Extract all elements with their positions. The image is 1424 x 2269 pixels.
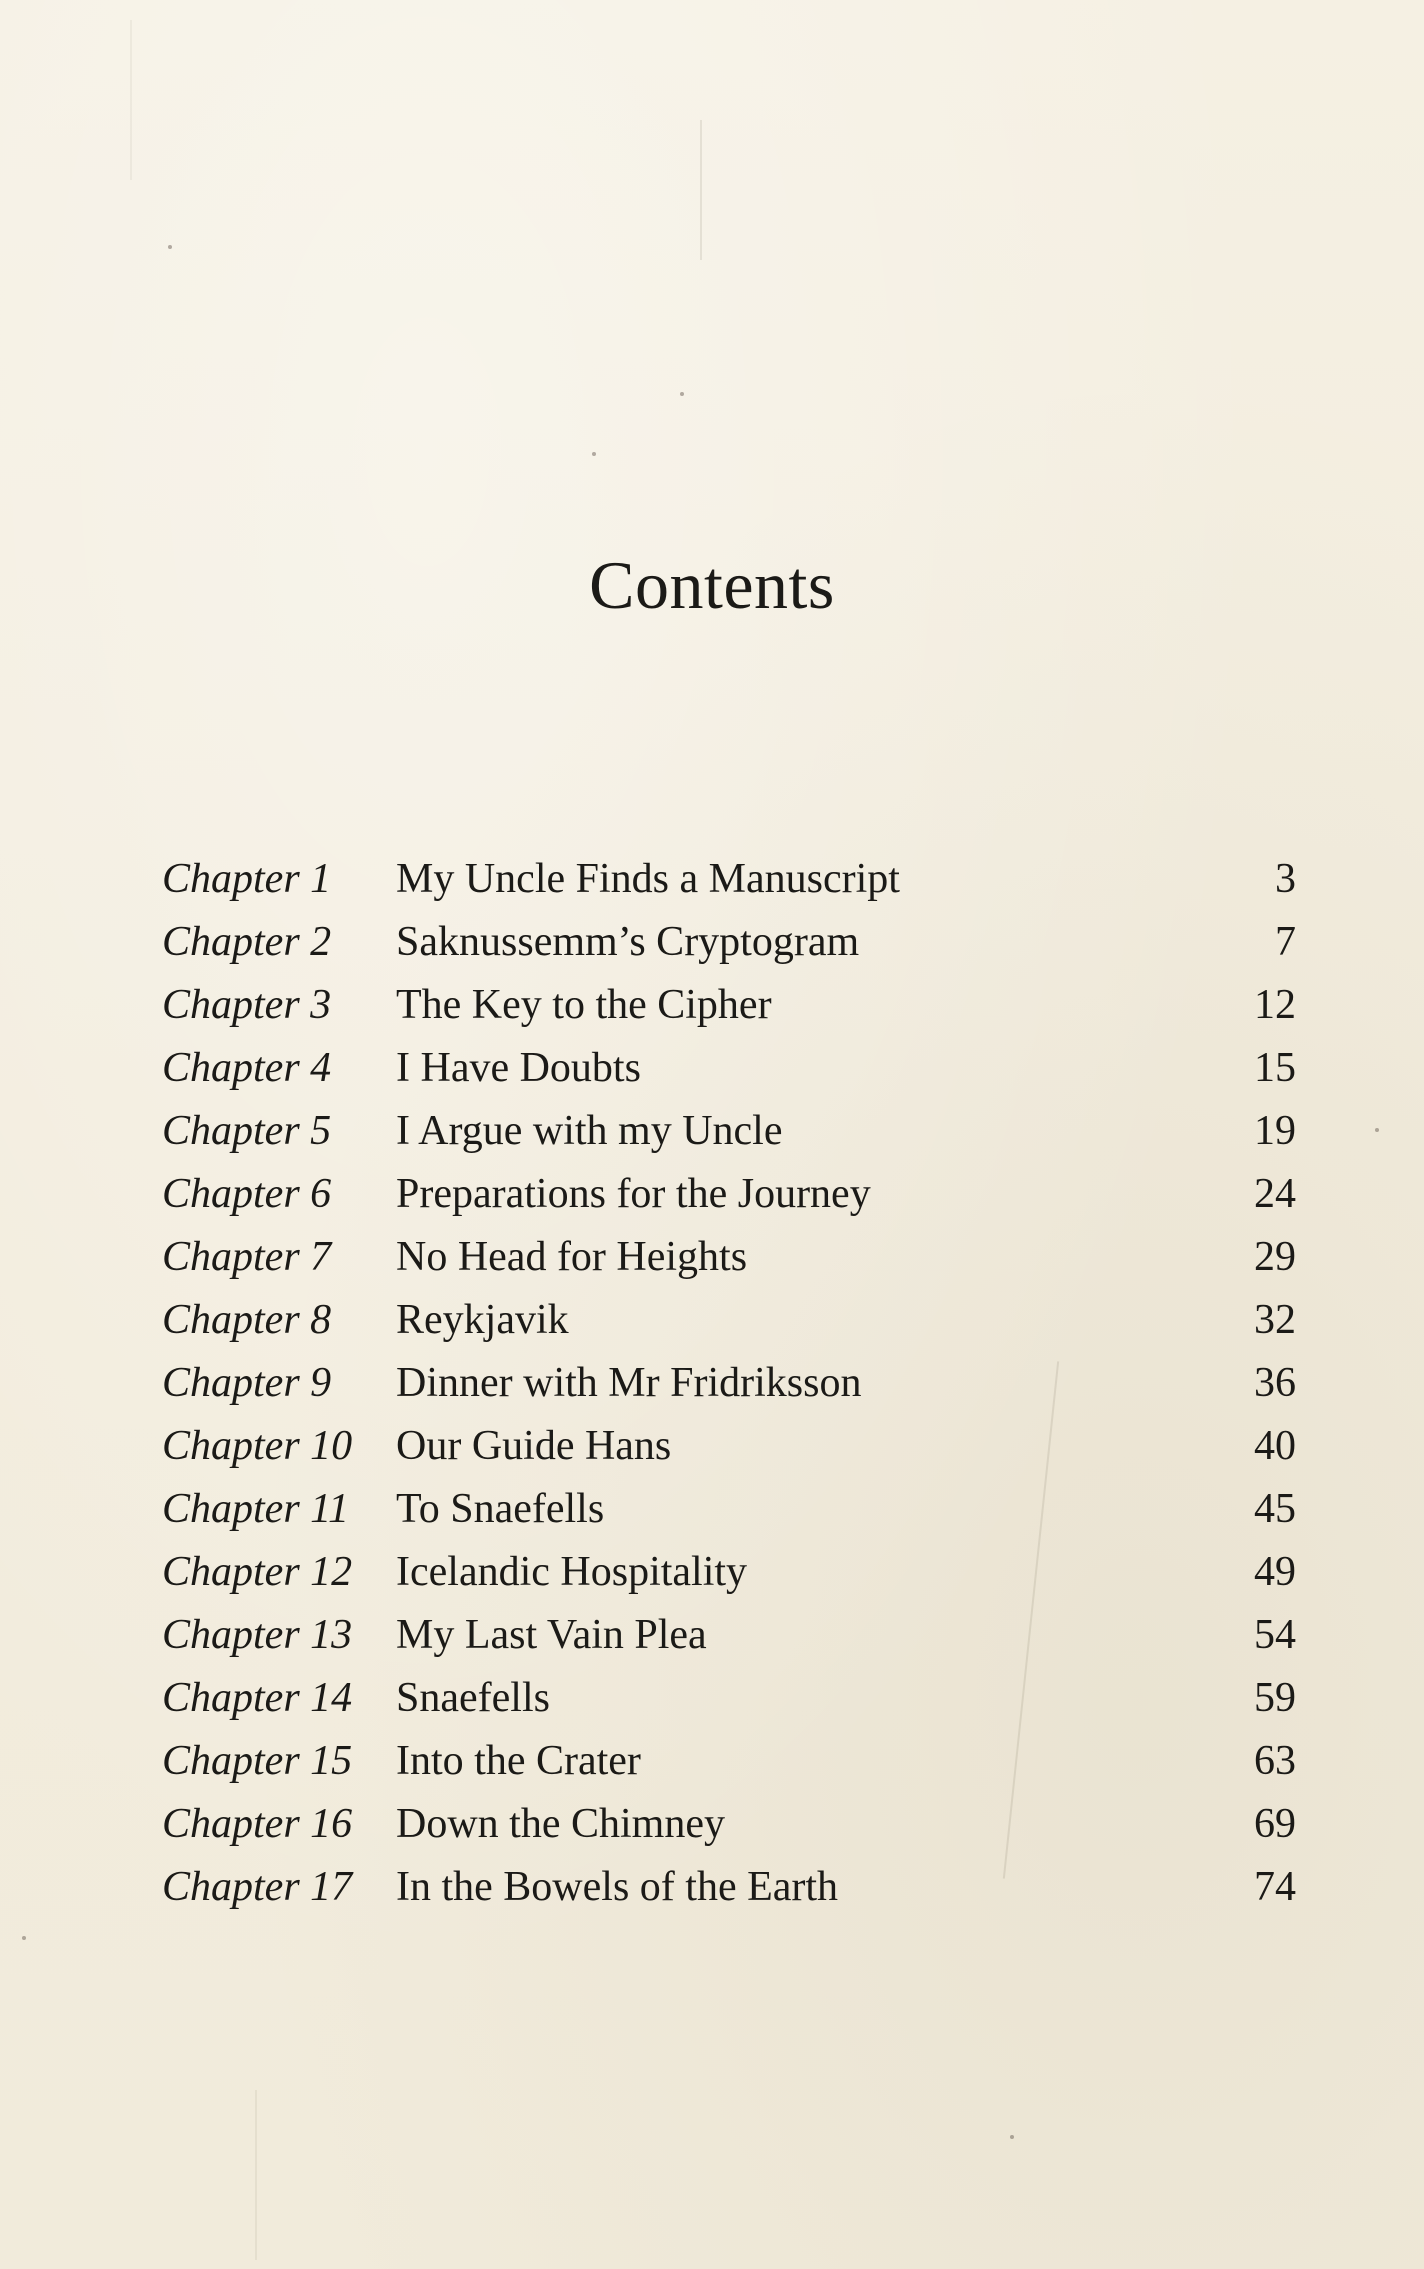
page-number: 36 — [1254, 1360, 1296, 1406]
toc-row — [162, 1163, 1296, 1226]
page-number: 32 — [1254, 1297, 1296, 1343]
paper-crease — [130, 20, 132, 180]
chapter-number: Chapter 13 — [162, 1612, 353, 1658]
toc-row — [162, 1604, 1296, 1667]
chapter-number: Chapter 2 — [162, 919, 332, 965]
toc-row — [162, 1793, 1296, 1856]
toc-row — [162, 1289, 1296, 1352]
page-number: 15 — [1254, 1045, 1296, 1091]
toc-row — [162, 1667, 1296, 1730]
chapter-number: Chapter 7 — [162, 1234, 332, 1280]
paper-speck — [1010, 2135, 1014, 2139]
chapter-title: I Argue with my Uncle — [396, 1108, 783, 1154]
chapter-title: My Last Vain Plea — [396, 1612, 707, 1658]
page-number: 19 — [1254, 1108, 1296, 1154]
table-of-contents — [162, 848, 1296, 1919]
toc-row — [162, 1730, 1296, 1793]
chapter-number: Chapter 17 — [162, 1864, 353, 1910]
page-number: 12 — [1254, 982, 1296, 1028]
page-number: 69 — [1254, 1801, 1296, 1847]
chapter-number: Chapter 9 — [162, 1360, 332, 1406]
chapter-title: Icelandic Hospitality — [396, 1549, 748, 1595]
chapter-number: Chapter 10 — [162, 1423, 353, 1469]
paper-speck — [592, 452, 596, 456]
page-number: 74 — [1254, 1864, 1296, 1910]
page-number: 29 — [1254, 1234, 1296, 1280]
toc-row — [162, 1856, 1296, 1919]
page-number: 24 — [1254, 1171, 1296, 1217]
toc-row — [162, 911, 1296, 974]
chapter-title: My Uncle Finds a Manuscript — [396, 856, 900, 902]
page-number: 40 — [1254, 1423, 1296, 1469]
chapter-number: Chapter 4 — [162, 1045, 332, 1091]
chapter-title: Reykjavik — [396, 1297, 569, 1343]
toc-row — [162, 1352, 1296, 1415]
paper-speck — [22, 1936, 26, 1940]
page-number: 49 — [1254, 1549, 1296, 1595]
toc-row — [162, 1541, 1296, 1604]
chapter-number: Chapter 16 — [162, 1801, 353, 1847]
toc-row — [162, 1226, 1296, 1289]
toc-row — [162, 848, 1296, 911]
chapter-number: Chapter 15 — [162, 1738, 353, 1784]
chapter-title: Snaefells — [396, 1675, 550, 1721]
toc-row — [162, 1478, 1296, 1541]
chapter-number: Chapter 11 — [162, 1486, 350, 1532]
chapter-number: Chapter 8 — [162, 1297, 332, 1343]
page-number: 7 — [1275, 919, 1296, 965]
page-number: 63 — [1254, 1738, 1296, 1784]
chapter-title: Dinner with Mr Fridriksson — [396, 1360, 862, 1406]
chapter-title: Into the Crater — [396, 1738, 641, 1784]
chapter-title: I Have Doubts — [396, 1045, 641, 1091]
chapter-title: No Head for Heights — [396, 1234, 748, 1280]
chapter-title: The Key to the Cipher — [396, 982, 772, 1028]
chapter-number: Chapter 6 — [162, 1171, 332, 1217]
toc-row — [162, 974, 1296, 1037]
chapter-title: Our Guide Hans — [396, 1423, 672, 1469]
page-number: 54 — [1254, 1612, 1296, 1658]
page-number: 59 — [1254, 1675, 1296, 1721]
chapter-number: Chapter 14 — [162, 1675, 353, 1721]
chapter-title: Saknussemm’s Cryptogram — [396, 919, 860, 965]
paper-speck — [168, 245, 172, 249]
page-number: 3 — [1275, 856, 1296, 902]
toc-row — [162, 1415, 1296, 1478]
paper-crease — [255, 2090, 257, 2260]
chapter-number: Chapter 5 — [162, 1108, 332, 1154]
chapter-title: In the Bowels of the Earth — [396, 1864, 839, 1910]
toc-row — [162, 1100, 1296, 1163]
chapter-number: Chapter 12 — [162, 1549, 353, 1595]
paper-speck — [680, 392, 684, 396]
toc-row — [162, 1037, 1296, 1100]
paper-speck — [1375, 1128, 1379, 1132]
chapter-number: Chapter 3 — [162, 982, 332, 1028]
page-title: Contents — [589, 546, 835, 623]
chapter-number: Chapter 1 — [162, 856, 332, 902]
chapter-title: Preparations for the Journey — [396, 1171, 871, 1217]
chapter-title: To Snaefells — [396, 1486, 605, 1532]
paper-crease — [700, 120, 702, 260]
page-number: 45 — [1254, 1486, 1296, 1532]
chapter-title: Down the Chimney — [396, 1801, 725, 1847]
